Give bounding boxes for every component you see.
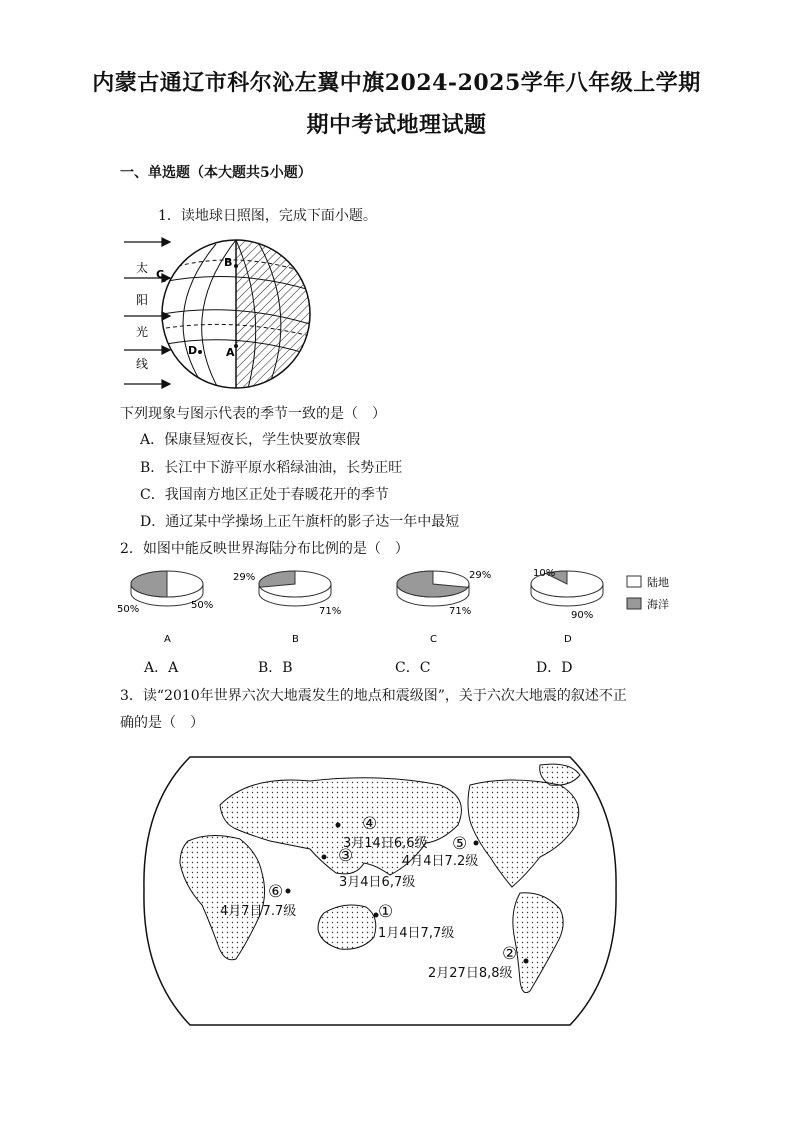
quake-4-label: 3月14日6,6级 [343, 836, 428, 851]
point-a-label: A [226, 346, 235, 359]
quake-2-label: 2月27日8,8级 [428, 966, 513, 981]
legend-land: 陆地 [647, 576, 669, 589]
q3-stem-line2: 确的是（ ） [120, 715, 204, 731]
pie-a [117, 571, 213, 645]
pie-b-label-1: 29% [233, 572, 256, 583]
section-heading: 一、单选题（本大题共5小题） [120, 165, 312, 181]
quake-6-label: 4月7日7.7级 [220, 904, 297, 919]
pie-a-label-1: 50% [117, 604, 140, 615]
q2-option-a[interactable]: A．A [144, 660, 179, 676]
pie-c-label-1: 29% [469, 570, 492, 581]
quake-1-num: ① [378, 902, 394, 922]
sun-label-4: 线 [136, 357, 149, 371]
world-earthquake-map [140, 745, 620, 1035]
land-ocean-pies-figure [115, 562, 690, 648]
pie-d-label-2: 90% [571, 610, 594, 621]
q2-option-d[interactable]: D．D [536, 660, 573, 676]
pie-b [233, 571, 341, 645]
pie-a-label-2: 50% [191, 600, 214, 611]
q1-option-b[interactable]: B．长江中下游平原水稻绿油油，长势正旺 [140, 460, 403, 476]
point-b-label: B [224, 256, 233, 269]
pie-b-letter: B [292, 634, 299, 645]
sun-label-2: 阳 [136, 293, 149, 307]
page-title-line2: 期中考试地理试题 [306, 112, 487, 138]
quake-3-num: ③ [338, 846, 354, 866]
quake-2-num: ② [502, 944, 518, 964]
pie-c-label-2: 71% [449, 606, 472, 617]
q3-stem-line1: 3．读“2010年世界六次大地震发生的地点和震级图”，关于六次大地震的叙述不正 [120, 688, 627, 704]
legend-ocean: 海洋 [647, 598, 669, 611]
pie-c-letter: C [430, 634, 437, 645]
point-c-label: C [156, 268, 165, 281]
quake-5-label: 4月4日7.2级 [402, 854, 479, 869]
q1-stem: 1．读地球日照图，完成下面小题。 [158, 208, 377, 224]
quake-6-num: ⑥ [268, 882, 284, 902]
sun-label-1: 太 [136, 261, 149, 275]
q2-option-c[interactable]: C．C [395, 660, 431, 676]
pie-c [397, 570, 491, 645]
pie-d-letter: D [564, 634, 572, 645]
pie-b-label-2: 71% [319, 606, 342, 617]
quake-3-label: 3月4日6,7级 [339, 875, 416, 890]
sun-label-3: 光 [136, 325, 149, 339]
q2-option-b[interactable]: B．B [258, 660, 293, 676]
pie-d [531, 568, 603, 645]
quake-1-label: 1月4日7,7级 [378, 926, 455, 941]
quake-4-num: ④ [362, 814, 378, 834]
pie-d-label-1: 10% [533, 568, 556, 579]
q1-sub-stem: 下列现象与图示代表的季节一致的是（ ） [120, 406, 386, 422]
point-d-label: D [188, 344, 198, 357]
q2-stem: 2．如图中能反映世界海陆分布比例的是（ ） [120, 541, 409, 557]
page-title-line1: 内蒙古通辽市科尔沁左翼中旗2024-2025学年八年级上学期 [92, 70, 701, 96]
pie-a-letter: A [164, 634, 171, 645]
q1-option-c[interactable]: C．我国南方地区正处于春暖花开的季节 [140, 487, 389, 503]
q1-option-d[interactable]: D．通辽某中学操场上正午旗杆的影子达一年中最短 [140, 514, 460, 530]
q1-option-a[interactable]: A．保康昼短夜长，学生快要放寒假 [140, 432, 361, 448]
earth-illumination-figure [118, 232, 318, 396]
quake-5-num: ⑤ [452, 834, 468, 854]
